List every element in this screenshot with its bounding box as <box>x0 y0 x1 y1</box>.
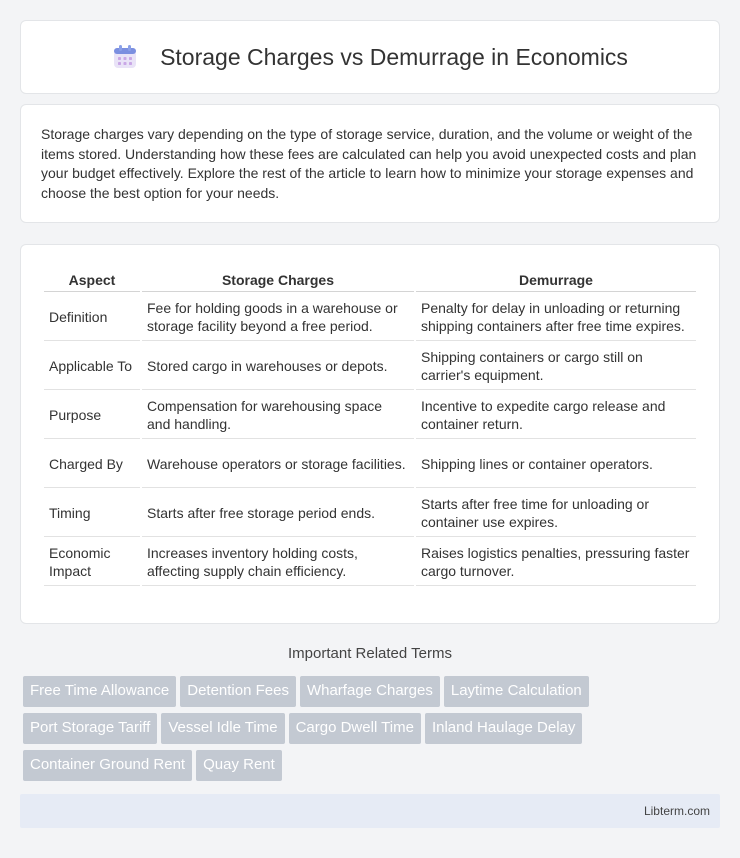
related-terms-title: Important Related Terms <box>288 645 452 662</box>
table-header-row <box>44 267 696 292</box>
tag-quay-rent[interactable]: Quay Rent <box>196 750 282 781</box>
aspect-cell: Economic Impact <box>44 539 140 586</box>
storage-cell: Starts after free storage period ends. <box>142 490 414 537</box>
header-aspect: Aspect <box>44 267 140 292</box>
table-row <box>44 294 696 341</box>
aspect-cell: Purpose <box>44 392 140 439</box>
tag-wharfage-charges[interactable]: Wharfage Charges <box>300 676 440 707</box>
storage-cell: Stored cargo in warehouses or depots. <box>142 343 414 390</box>
aspect-cell: Charged By <box>44 441 140 488</box>
demurrage-cell: Shipping lines or container operators. <box>416 441 696 488</box>
demurrage-cell: Penalty for delay in unloading or returning shipping containers after free time expires. <box>416 294 696 341</box>
tag-container-ground-rent[interactable]: Container Ground Rent <box>23 750 192 781</box>
table-row <box>44 490 696 537</box>
header-demurrage: Demurrage <box>416 267 696 292</box>
storage-cell: Increases inventory holding costs, affecting supply chain efficiency. <box>142 539 414 586</box>
aspect-cell: Definition <box>44 294 140 341</box>
tag-cargo-dwell-time[interactable]: Cargo Dwell Time <box>289 713 421 744</box>
comparison-card <box>20 244 720 624</box>
comparison-table <box>42 265 698 588</box>
storage-cell: Fee for holding goods in a warehouse or storage facility beyond a free period. <box>142 294 414 341</box>
table-row <box>44 392 696 439</box>
storage-cell: Compensation for warehousing space and handling. <box>142 392 414 439</box>
tag-inland-haulage-delay[interactable]: Inland Haulage Delay <box>425 713 582 744</box>
intro-text: Storage charges vary depending on the type of storage service, duration, and the volume or weight of the items stored. Understanding how these fees are calculated can help you avoid unexpected costs and plan your budget effectively. Explore the rest of the article to learn how to minimize your storage expenses and choose the best option for your needs. <box>41 126 697 201</box>
aspect-cell: Timing <box>44 490 140 537</box>
storage-cell: Warehouse operators or storage facilities. <box>142 441 414 488</box>
tag-free-time-allowance[interactable]: Free Time Allowance <box>23 676 176 707</box>
table-row <box>44 539 696 586</box>
table-row <box>44 343 696 390</box>
aspect-cell: Applicable To <box>44 343 140 390</box>
tag-detention-fees[interactable]: Detention Fees <box>180 676 296 707</box>
tag-port-storage-tariff[interactable]: Port Storage Tariff <box>23 713 157 744</box>
related-terms-list <box>23 676 723 787</box>
demurrage-cell: Shipping containers or cargo still on carrier's equipment. <box>416 343 696 390</box>
demurrage-cell: Incentive to expedite cargo release and container return. <box>416 392 696 439</box>
tag-vessel-idle-time[interactable]: Vessel Idle Time <box>161 713 284 744</box>
calendar-icon <box>112 44 138 70</box>
demurrage-cell: Raises logistics penalties, pressuring faster cargo turnover. <box>416 539 696 586</box>
page-title: Storage Charges vs Demurrage in Economics <box>160 43 628 70</box>
footer <box>20 794 720 828</box>
demurrage-cell: Starts after free time for unloading or container use expires. <box>416 490 696 537</box>
intro-card <box>20 104 720 223</box>
table-row <box>44 441 696 488</box>
tag-laytime-calculation[interactable]: Laytime Calculation <box>444 676 589 707</box>
header-storage-charges: Storage Charges <box>142 267 414 292</box>
footer-site-link[interactable]: Libterm.com <box>643 804 710 818</box>
header-card <box>20 20 720 94</box>
